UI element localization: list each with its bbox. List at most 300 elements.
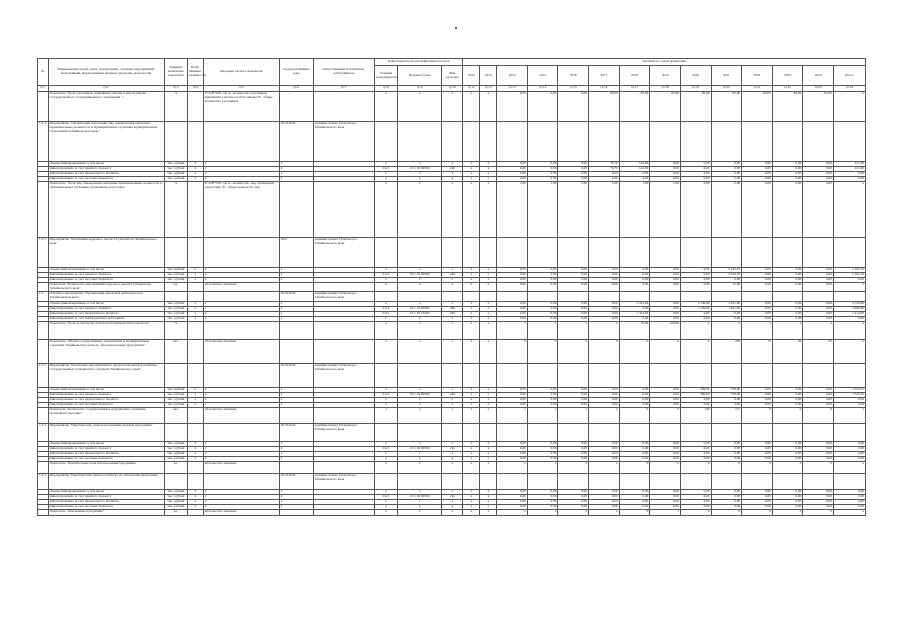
table-cell: Администрация Губернатора Забайкальского края: [313, 122, 374, 162]
table-cell: x: [480, 446, 497, 451]
column-number-cell: гр.1: [38, 86, 49, 92]
table-cell: 0,00: [497, 316, 528, 321]
table-cell: 0,00: [497, 273, 528, 278]
column-number-cell: гр.6: [279, 86, 313, 92]
table-cell: тыс. рублей: [164, 167, 187, 172]
table-cell: 300,00: [680, 387, 711, 392]
table-cell: 0,00: [497, 489, 528, 494]
table-cell: 0,00: [742, 489, 773, 494]
table-cell: [164, 122, 187, 162]
table-cell: x: [374, 451, 397, 456]
table-cell: 142,00: [619, 167, 650, 172]
table-cell: [313, 182, 374, 238]
table-cell: 0,00: [527, 177, 558, 182]
column-number-cell: гр.12: [480, 86, 497, 92]
table-row: [38, 92, 866, 122]
table-cell: ед.: [164, 509, 187, 515]
table-cell: 0,00: [619, 172, 650, 177]
table-cell: [650, 473, 681, 489]
table-cell: x: [527, 509, 558, 515]
table-cell: 0: [680, 461, 711, 473]
table-cell: x: [497, 461, 528, 473]
table-cell: [203, 321, 279, 339]
table-cell: x: [463, 311, 480, 316]
table-cell: финансирование за счет краевого бюджета: [48, 273, 164, 278]
table-cell: [374, 291, 397, 301]
table-cell: [398, 363, 442, 387]
table-cell: 0,00: [833, 456, 865, 461]
table-cell: 2018-2024: [279, 423, 313, 441]
table-cell: [480, 363, 497, 387]
table-cell: x: [558, 407, 589, 423]
col-header-year: 2019: [650, 66, 681, 86]
table-cell: 0,00: [803, 172, 834, 177]
table-cell: 0,00: [711, 177, 742, 182]
table-cell: 1.3.2: [38, 423, 49, 441]
table-cell: Абсолютное значение: [203, 407, 279, 423]
table-cell: x: [398, 278, 442, 283]
table-cell: объемы финансирования, в том числе: [48, 387, 164, 392]
table-cell: Мероприятие "Приобретение прав использования деловой программы": [48, 423, 164, 441]
table-cell: [463, 473, 480, 489]
table-cell: 0,00: [742, 268, 773, 273]
table-cell: 0,00: [558, 499, 589, 504]
table-cell: x: [480, 273, 497, 278]
table-cell: 0,00: [650, 311, 681, 316]
table-cell: 2021: [279, 238, 313, 268]
table-cell: [480, 238, 497, 268]
table-cell: x: [374, 162, 397, 167]
table-cell: x: [463, 441, 480, 446]
table-cell: [803, 238, 834, 268]
table-cell: x: [558, 509, 589, 515]
table-cell: 579,00: [711, 392, 742, 397]
table-cell: 0,00: [527, 397, 558, 402]
col-header-values-group: Значение по годам реализации: [463, 59, 866, 66]
table-cell: 0,00: [772, 172, 803, 177]
table-row: [38, 461, 866, 473]
table-cell: %: [164, 182, 187, 238]
table-cell: x: [442, 451, 463, 456]
col-header-year: 2016: [558, 66, 589, 86]
table-cell: 0,00: [650, 316, 681, 321]
table-cell: 0: [711, 461, 742, 473]
table-cell: x: [463, 283, 480, 292]
table-cell: 0: [772, 407, 803, 423]
col-header-code: Главный распорядитель: [374, 66, 397, 86]
table-cell: [803, 473, 834, 489]
table-cell: x: [398, 456, 442, 461]
table-cell: [680, 423, 711, 441]
table-cell: [164, 423, 187, 441]
table-cell: 0,00: [803, 283, 834, 292]
table-cell: 0,00: [803, 387, 834, 392]
table-cell: 0,00: [527, 311, 558, 316]
table-cell: 0,00: [497, 306, 528, 311]
table-cell: 0,00: [772, 273, 803, 278]
table-cell: [711, 423, 742, 441]
table-cell: x: [480, 494, 497, 499]
table-cell: 0,00: [497, 167, 528, 172]
table-cell: 0,00: [527, 306, 558, 311]
table-cell: x: [279, 504, 313, 509]
table-cell: 0,00: [742, 316, 773, 321]
table-cell: 0,00: [527, 494, 558, 499]
table-cell: x: [480, 172, 497, 177]
table-cell: x: [374, 301, 397, 306]
table-cell: 0,00: [558, 451, 589, 456]
table-cell: x: [398, 397, 442, 402]
table-cell: x: [480, 177, 497, 182]
table-cell: 0,00: [803, 268, 834, 273]
table-cell: Показатель "Приобретение прав использования программы": [48, 461, 164, 473]
table-cell: [803, 291, 834, 301]
table-cell: 19 1 03 99500: [398, 167, 442, 172]
table-cell: x: [187, 177, 203, 182]
table-cell: [279, 407, 313, 423]
table-cell: x: [442, 278, 463, 283]
table-cell: x: [480, 397, 497, 402]
table-cell: x: [187, 316, 203, 321]
table-cell: [442, 473, 463, 489]
table-cell: x: [279, 397, 313, 402]
table-cell: 0,00: [527, 162, 558, 167]
table-cell: 0,00: [619, 489, 650, 494]
table-cell: [279, 321, 313, 339]
table-cell: 0,00: [742, 494, 773, 499]
table-cell: 0,00: [680, 278, 711, 283]
table-cell: 0,00: [558, 397, 589, 402]
table-cell: финансирование за счет местных бюджетов: [48, 177, 164, 182]
table-cell: x: [203, 441, 279, 446]
table-cell: 0113: [374, 167, 397, 172]
table-cell: 0,00: [711, 489, 742, 494]
table-cell: x: [480, 321, 497, 339]
table-cell: [442, 122, 463, 162]
table-cell: 0,00: [619, 446, 650, 451]
table-cell: x: [398, 407, 442, 423]
table-cell: 0,00: [558, 494, 589, 499]
table-cell: 19 1 02 99500: [398, 273, 442, 278]
table-cell: [480, 423, 497, 441]
table-cell: 2018-2024: [279, 363, 313, 387]
table-cell: [279, 182, 313, 238]
table-cell: 0,00: [833, 451, 865, 456]
table-cell: 2 162,10: [833, 273, 865, 278]
column-number-cell: гр.15: [558, 86, 589, 92]
table-cell: 0,00: [497, 441, 528, 446]
table-cell: x: [374, 268, 397, 273]
table-cell: x: [442, 461, 463, 473]
table-cell: 0,00: [619, 451, 650, 456]
table-row: [38, 407, 866, 423]
table-cell: финансирование за счет федерального бюджета: [48, 499, 164, 504]
table-cell: x: [463, 451, 480, 456]
table-row: [38, 363, 866, 387]
table-cell: финансирование за счет краевого бюджета: [48, 167, 164, 172]
table-cell: [711, 291, 742, 301]
table-cell: тыс. рублей: [164, 392, 187, 397]
table-cell: 0,00: [803, 316, 834, 321]
table-cell: x: [463, 499, 480, 504]
table-cell: тыс. рублей: [164, 441, 187, 446]
table-cell: 0,00: [803, 311, 834, 316]
table-cell: [463, 122, 480, 162]
table-cell: x: [203, 392, 279, 397]
table-cell: x: [398, 509, 442, 515]
table-cell: 0,00: [527, 316, 558, 321]
table-cell: 1 414,00: [619, 311, 650, 316]
table-cell: 0: [650, 339, 681, 363]
table-cell: 0,00: [527, 402, 558, 407]
table-cell: тыс. рублей: [164, 489, 187, 494]
table-cell: 0,00: [497, 446, 528, 451]
table-cell: [463, 238, 480, 268]
document-table-wrapper: [37, 58, 866, 516]
table-cell: 0,00: [742, 456, 773, 461]
table-cell: 0,00: [711, 162, 742, 167]
table-cell: x: [374, 504, 397, 509]
table-cell: [187, 473, 203, 489]
table-cell: 0,00: [527, 387, 558, 392]
table-cell: 2,60: [558, 182, 589, 238]
table-cell: x: [480, 182, 497, 238]
table-cell: x: [833, 92, 865, 122]
table-cell: [497, 238, 528, 268]
table-cell: x: [279, 177, 313, 182]
table-cell: 0: [650, 461, 681, 473]
table-cell: 0,00: [742, 167, 773, 172]
table-cell: x: [833, 407, 865, 423]
table-cell: x: [374, 499, 397, 504]
table-cell: 0,00: [558, 489, 589, 494]
table-row: [38, 291, 866, 301]
table-cell: x: [203, 306, 279, 311]
table-cell: финансирование за счет федерального бюджета: [48, 451, 164, 456]
table-cell: [650, 238, 681, 268]
table-cell: финансирование за счет местных бюджетов: [48, 504, 164, 509]
table-cell: x: [442, 339, 463, 363]
table-cell: [589, 363, 620, 387]
table-cell: [203, 363, 279, 387]
table-cell: x: [279, 387, 313, 392]
col-header-year: 2012: [463, 66, 480, 86]
table-cell: x: [463, 167, 480, 172]
table-cell: x: [772, 321, 803, 339]
table-cell: 0,00: [589, 316, 620, 321]
table-cell: тыс. рублей: [164, 494, 187, 499]
table-cell: x: [463, 456, 480, 461]
table-cell: x: [187, 446, 203, 451]
table-cell: ед.: [164, 461, 187, 473]
table-cell: [742, 238, 773, 268]
table-cell: 0,00: [772, 268, 803, 273]
table-cell: x: [442, 387, 463, 392]
table-cell: x: [279, 306, 313, 311]
table-cell: 0,00: [803, 402, 834, 407]
table-cell: x: [398, 499, 442, 504]
table-cell: x: [398, 489, 442, 494]
table-cell: 0,00: [772, 441, 803, 446]
table-cell: 0,00: [772, 311, 803, 316]
table-cell: [772, 238, 803, 268]
table-cell: x: [187, 387, 203, 392]
table-cell: тыс. рублей: [164, 499, 187, 504]
table-cell: Администрация Губернатора Забайкальского края: [313, 473, 374, 489]
table-cell: 0,00: [680, 177, 711, 182]
table-cell: чел.: [164, 339, 187, 363]
table-cell: x: [463, 92, 480, 122]
table-cell: 0,00: [650, 283, 681, 292]
table-cell: x: [374, 397, 397, 402]
table-cell: 0,00: [619, 273, 650, 278]
table-cell: 0: [619, 407, 650, 423]
table-cell: x: [279, 499, 313, 504]
table-cell: 0,00: [742, 172, 773, 177]
table-cell: тыс. рублей: [164, 311, 187, 316]
table-cell: 0,00: [497, 311, 528, 316]
table-cell: 0,00: [619, 456, 650, 461]
table-cell: финансирование за счет федерального бюджета: [48, 172, 164, 177]
table-cell: финансирование за счет федерального бюджета: [48, 397, 164, 402]
table-cell: [463, 423, 480, 441]
table-cell: тыс. рублей: [164, 268, 187, 273]
table-cell: [187, 283, 203, 292]
table-cell: 1 621,00: [711, 306, 742, 311]
col-header-year: 2022: [742, 66, 773, 86]
table-cell: x: [480, 306, 497, 311]
table-cell: x: [463, 402, 480, 407]
table-row: [38, 339, 866, 363]
table-cell: 0,00: [558, 311, 589, 316]
table-cell: 0,00: [742, 283, 773, 292]
col-header-method: Методика расчета показателя: [203, 59, 279, 86]
col-header-name: Наименование целей, задач, подпрограмм, основных мероприятий, мероприятий, ведомственных целевых программ, показателей: [48, 59, 164, 86]
table-cell: 221,00: [833, 167, 865, 172]
table-cell: [680, 122, 711, 162]
table-cell: 0,00: [527, 278, 558, 283]
table-cell: x: [589, 407, 620, 423]
table-cell: x: [203, 456, 279, 461]
table-cell: 79,70: [589, 167, 620, 172]
table-cell: финансирование за счет местных бюджетов: [48, 402, 164, 407]
table-cell: 50: [772, 339, 803, 363]
table-cell: 0,00: [650, 268, 681, 273]
table-cell: [803, 122, 834, 162]
table-cell: 0,00: [619, 397, 650, 402]
table-cell: x: [187, 301, 203, 306]
table-cell: 0,00: [742, 504, 773, 509]
table-cell: [558, 423, 589, 441]
table-cell: 0,00: [711, 278, 742, 283]
table-cell: 130: [680, 407, 711, 423]
table-cell: 0,00: [803, 494, 834, 499]
table-cell: 0,00: [527, 441, 558, 446]
table-cell: 0,00: [558, 278, 589, 283]
table-cell: [38, 321, 49, 339]
table-cell: 0,00: [589, 504, 620, 509]
table-cell: 0: [772, 461, 803, 473]
col-header-year: 2014: [497, 66, 528, 86]
table-cell: x: [480, 392, 497, 397]
table-cell: 0,00: [589, 489, 620, 494]
table-cell: 0,00: [833, 504, 865, 509]
table-cell: F=A/B*100, где A - количество лиц, прошедших подготовку; B - общее количество лиц: [203, 182, 279, 238]
table-cell: 0,00: [589, 456, 620, 461]
table-cell: x: [480, 311, 497, 316]
table-cell: 0,00: [589, 446, 620, 451]
table-cell: тыс. рублей: [164, 316, 187, 321]
table-cell: 0,00: [711, 504, 742, 509]
table-cell: 0,00: [711, 311, 742, 316]
table-cell: [711, 122, 742, 162]
table-cell: [619, 122, 650, 162]
table-cell: Абсолютное значение: [203, 461, 279, 473]
table-cell: x: [203, 273, 279, 278]
table-cell: [711, 238, 742, 268]
table-cell: 85,00: [711, 92, 742, 122]
table-cell: 0,00: [619, 392, 650, 397]
table-cell: 0,00: [680, 162, 711, 167]
table-cell: 244: [442, 494, 463, 499]
table-cell: [203, 473, 279, 489]
table-cell: [164, 473, 187, 489]
table-cell: [463, 291, 480, 301]
table-cell: x: [442, 268, 463, 273]
table-cell: 0,00: [680, 397, 711, 402]
table-cell: [833, 291, 865, 301]
table-cell: x: [398, 339, 442, 363]
table-cell: 0,00: [833, 499, 865, 504]
table-cell: финансирование за счет внебюджетных источников: [48, 316, 164, 321]
table-cell: 0,00: [833, 489, 865, 494]
table-cell: 0,00: [497, 456, 528, 461]
table-cell: 0,00: [558, 316, 589, 321]
column-number-cell: гр.5: [203, 86, 279, 92]
table-cell: x: [589, 509, 620, 515]
table-cell: 0,00: [742, 441, 773, 446]
table-cell: [279, 283, 313, 292]
table-cell: 0: [650, 407, 681, 423]
table-cell: x: [187, 489, 203, 494]
table-cell: x: [187, 162, 203, 167]
table-cell: 0,00: [650, 167, 681, 172]
col-header-year: 2017: [589, 66, 620, 86]
table-cell: [497, 291, 528, 301]
table-cell: тыс. рублей: [164, 397, 187, 402]
table-cell: тыс. рублей: [164, 456, 187, 461]
table-cell: x: [374, 182, 397, 238]
table-cell: x: [187, 392, 203, 397]
table-cell: 0,00: [527, 392, 558, 397]
table-cell: 0,00: [742, 446, 773, 451]
table-cell: [497, 423, 528, 441]
table-cell: 0,00: [650, 273, 681, 278]
table-cell: финансирование за счет местных бюджетов: [48, 456, 164, 461]
table-cell: 0,00: [680, 167, 711, 172]
col-header-period: Сроки реализации, годы: [279, 59, 313, 86]
table-cell: x: [480, 456, 497, 461]
table-cell: объемы финансирования, в том числе: [48, 268, 164, 273]
table-cell: [279, 339, 313, 363]
table-cell: x: [833, 339, 865, 363]
table-cell: 0,00: [833, 494, 865, 499]
table-cell: 0,00: [742, 311, 773, 316]
table-cell: тыс. рублей: [164, 301, 187, 306]
table-cell: x: [527, 321, 558, 339]
table-cell: 0,00: [558, 392, 589, 397]
table-cell: 0,00: [772, 451, 803, 456]
